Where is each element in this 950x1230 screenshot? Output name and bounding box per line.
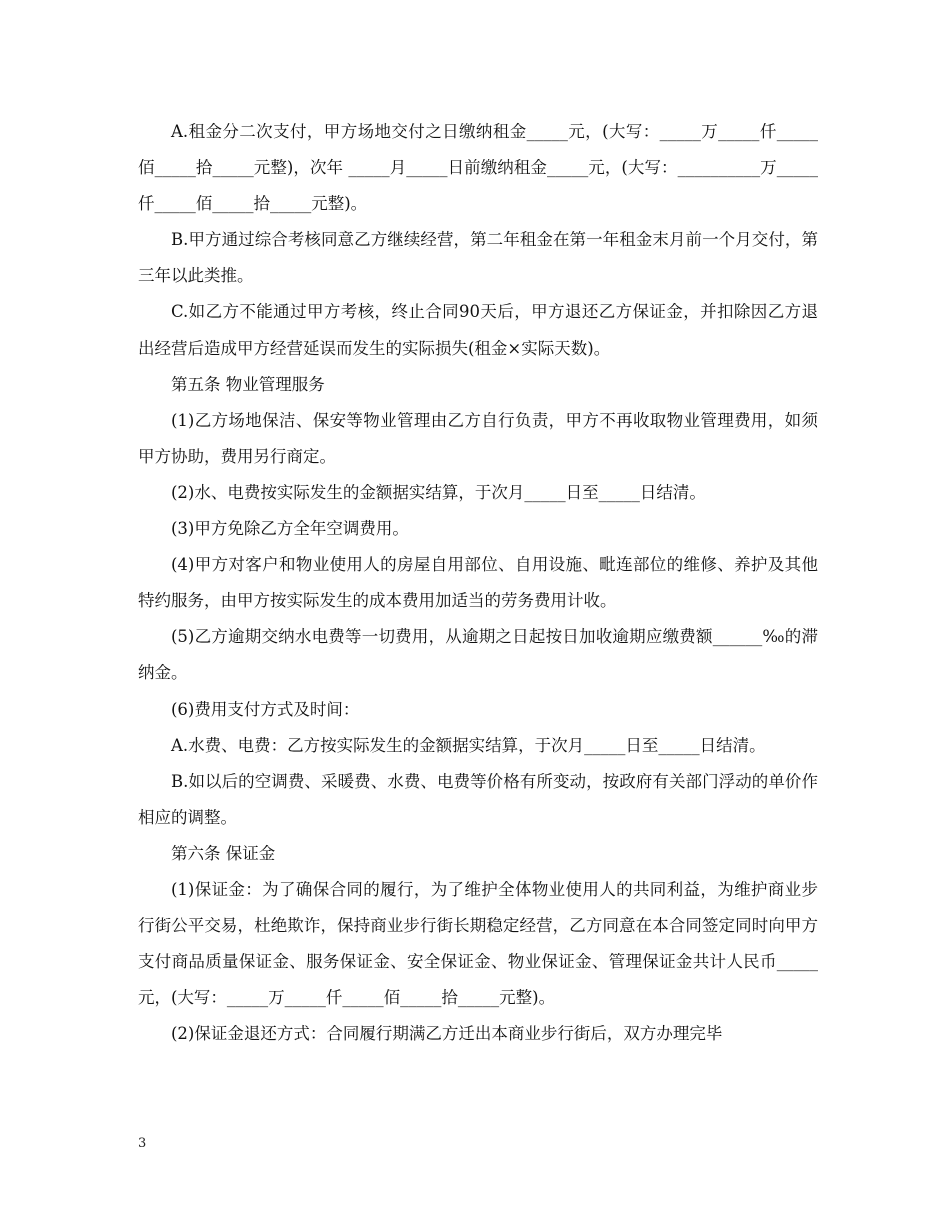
section-heading-article-6: 第六条 保证金 bbox=[171, 843, 276, 863]
paragraph-property-4: (4)甲方对客户和物业使用人的房屋自用部位、自用设施、毗连部位的维修、养护及其他特约服务，由甲方按实际发生的成本费用加适当的劳务费用计收。 bbox=[138, 555, 818, 611]
document-body bbox=[138, 114, 824, 1052]
paragraph-property-6: (6)费用支付方式及时间： bbox=[171, 699, 360, 719]
paragraph-deposit-1: (1)保证金：为了确保合同的履行，为了维护全体物业使用人的共同利益，为维护商业步行街公平交易，杜绝欺诈，保持商业步行街长期稳定经营，乙方同意在本合同签定同时向甲方支付商品质量保证金、服务保证金、安全保证金、物业保证金、管理保证金共计人民币_____ 元，(大写：_____万_____仟_____佰_____拾_____元整)。 bbox=[138, 879, 824, 1008]
paragraph-property-3: (3)甲方免除乙方全年空调费用。 bbox=[171, 519, 409, 539]
paragraph-property-5: (5)乙方逾期交纳水电费等一切费用，从逾期之日起按日加收逾期应缴费额______‰的滞纳金。 bbox=[138, 627, 818, 683]
paragraph-rent-payment-c: C.如乙方不能通过甲方考核，终止合同90天后，甲方退还乙方保证金，并扣除因乙方退出经营后造成甲方经营延误而发生的实际损失(租金×实际天数)。 bbox=[138, 302, 818, 358]
paragraph-rent-payment-a: A.租金分二次支付，甲方场地交付之日缴纳租金_____元，(大写：_____万_____仟_____佰_____拾_____元整)，次年 _____月_____日前缴纳租金_____元，(大写：__________万_____仟_____佰_____拾_____元整)。 bbox=[138, 122, 818, 214]
paragraph-fees-a: A.水费、电费：乙方按实际发生的金额据实结算，于次月_____日至_____日结清。 bbox=[171, 735, 766, 755]
section-heading-article-5: 第五条 物业管理服务 bbox=[171, 374, 325, 394]
paragraph-deposit-2: (2)保证金退还方式：合同履行期满乙方迁出本商业步行街后，双方办理完毕 bbox=[171, 1024, 723, 1044]
page-number: 3 bbox=[138, 1136, 147, 1151]
paragraph-fees-b: B.如以后的空调费、采暖费、水费、电费等价格有所变动，按政府有关部门浮动的单价作相应的调整。 bbox=[138, 771, 818, 827]
paragraph-property-1: (1)乙方场地保洁、保安等物业管理由乙方自行负责，甲方不再收取物业管理费用，如须甲方协助，费用另行商定。 bbox=[138, 410, 818, 466]
paragraph-rent-payment-b: B.甲方通过综合考核同意乙方继续经营，第二年租金在第一年租金末月前一个月交付，第三年以此类推。 bbox=[138, 230, 818, 286]
paragraph-property-2: (2)水、电费按实际发生的金额据实结算，于次月_____日至_____日结清。 bbox=[171, 482, 706, 502]
